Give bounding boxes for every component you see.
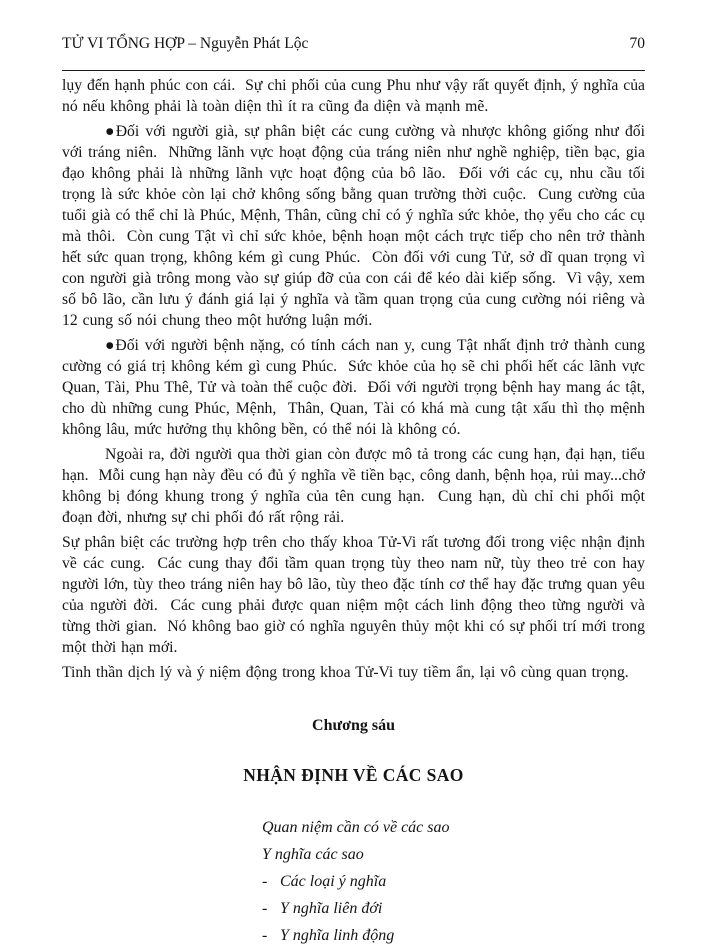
outline-dash: -: [262, 900, 268, 917]
paragraph: ●Đối với người bệnh nặng, có tính cách nan y, cung Tật nhất định trở thành cung cường có giá trị không kém gì cung Phúc. Sức khỏe của họ sẽ chi phối hết các lãnh vực Quan, Tài, Phu Thê, Tử và toàn thể cuộc đời. Đối với người trọng bệnh hay mang ác tật, cho dù những cung Phúc, Mệnh, Thân, Quan, Tài có khá mà cung tật xấu thì thọ mệnh không lâu, mức hưởng thụ không bền, có thể nói là không có.: [62, 337, 650, 438]
chapter-label: Chương sáu: [312, 717, 395, 734]
outline-text: Y nghĩa liên đới: [280, 900, 383, 917]
outline-dash: -: [262, 927, 268, 944]
page-number: 70: [629, 35, 645, 52]
page-header: [62, 34, 645, 54]
outline-item: [262, 846, 645, 865]
paragraph: lụy đến hạnh phúc con cái. Sự chi phối của cung Phu như vậy rất quyết định, ý nghĩa của nó nếu không phải là toàn diện thì ít ra cũng đa diện và mạnh mẽ.: [62, 77, 650, 115]
outline-text: Quan niệm cần có về các sao: [262, 819, 450, 836]
paragraph: Tinh thần dịch lý và ý niệm động trong khoa Tử-Vi tuy tiềm ẩn, lại vô cùng quan trọng.: [62, 664, 629, 681]
chapter-outline: [262, 819, 645, 946]
outline-item: [262, 873, 645, 892]
outline-text: Y nghĩa các sao: [262, 846, 364, 863]
outline-text: Các loại ý nghĩa: [280, 873, 387, 890]
body-text: [62, 75, 650, 683]
outline-item: [262, 819, 645, 838]
paragraph: Sự phân biệt các trường hợp trên cho thấy khoa Tử-Vi rất tương đối trong việc nhận định về các cung. Các cung thay đổi tầm quan trọng tùy theo nam nữ, tùy theo trẻ con hay người lớn, tùy theo tráng niên hay bô lão, tùy theo đặc tính cơ thể hay đặc trưng quan yêu của người đời. Các cung phải được quan niệm một cách linh động theo từng người và từng thời gian. Nó không bao giờ có nghĩa nguyên thủy một khi có sự phối trí mới trong một thời hạn mới.: [62, 534, 650, 656]
outline-text: Y nghĩa linh động: [280, 927, 395, 944]
outline-dash: -: [262, 873, 268, 890]
running-title: TỬ VI TỔNG HỢP – Nguyễn Phát Lộc: [62, 35, 309, 52]
paragraph: Ngoài ra, đời người qua thời gian còn được mô tả trong các cung hạn, đại hạn, tiểu hạn. Mỗi cung hạn này đều có đủ ý nghĩa về tiền bạc, công danh, bệnh họa, rủi may...chở không bị đóng khung trong ý nghĩa của tên cung hạn. Cung hạn, dù chỉ chi phối một đoạn đời, nhưng sự chi phối đó rất rộng rải.: [62, 446, 650, 526]
chapter-title: NHẬN ĐỊNH VỀ CÁC SAO: [243, 765, 464, 785]
header-rule: [62, 70, 645, 71]
paragraph: ●Đối với người già, sự phân biệt các cung cường và nhược không giống như đối với tráng niên. Những lãnh vực hoạt động của tráng niên như nghề nghiệp, tiền bạc, gia đạo không phải là những lãnh vực hoạt động của bô lão. Đối với các cụ, nhu cầu tối trọng là sức khỏe còn lại chở không sống bằng quan trường thời cuộc. Cung cường của tuổi già có thể chỉ là Phúc, Mệnh, Thân, cũng chỉ có ý nghĩa sức khỏe, thọ yểu cho các cụ mà thôi. Còn cung Tật vì chỉ sức khỏe, bệnh hoạn một cách trực tiếp cho nên trở thành hết sức quan trọng, không kém gì cung Phúc. Còn đối với cung Tử, sở dĩ quan trọng vì con người già trông mong vào sự giúp đỡ của con cái để kéo dài kiếp sống. Vì vậy, xem số bô lão, cần lưu ý đánh giá lại ý nghĩa và tầm quan trọng của cung cường nói riêng và 12 cung số nói chung theo một hướng luận mới.: [62, 123, 650, 329]
outline-item: [262, 900, 645, 919]
outline-item: [262, 927, 645, 946]
